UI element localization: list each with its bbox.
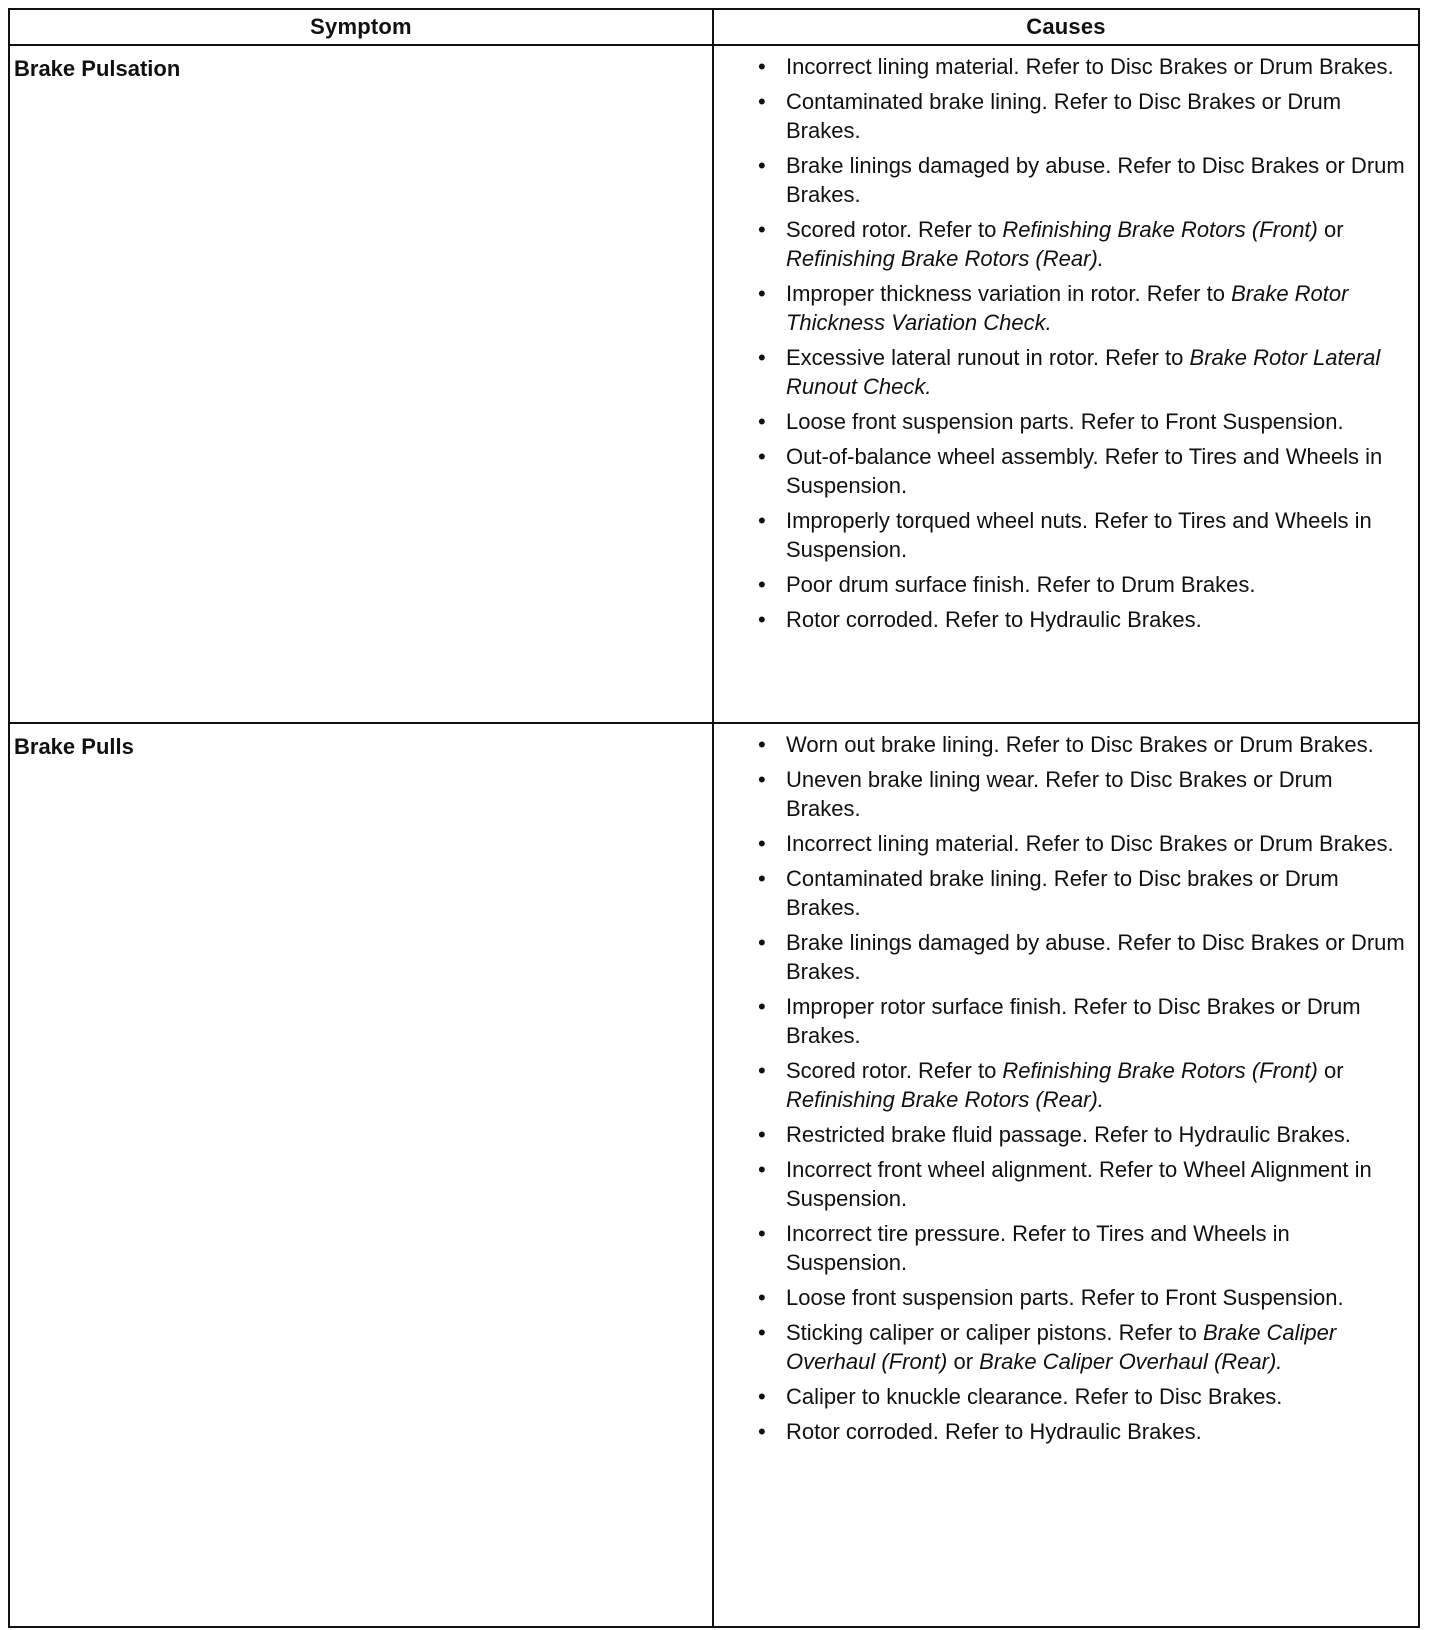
- cause-text: Contaminated brake lining. Refer to Disc Brakes or Drum Brakes.: [785, 89, 1342, 143]
- cause-text: or: [1317, 1058, 1344, 1083]
- cause-text: Improperly torqued wheel nuts. Refer to Tires and Wheels in Suspension.: [785, 508, 1372, 562]
- bullet-icon: •: [757, 1384, 766, 1409]
- cause-text: Scored rotor. Refer to: [785, 217, 1003, 242]
- bullet-icon: •: [757, 1122, 766, 1147]
- cause-item: [714, 1382, 1410, 1411]
- bullet-icon: •: [757, 732, 766, 757]
- cause-item: [714, 864, 1410, 922]
- cause-item: [714, 506, 1410, 564]
- bullet-icon: •: [757, 444, 766, 469]
- bullet-icon: •: [757, 831, 766, 856]
- bullet-icon: •: [757, 54, 766, 79]
- cause-reference-text: Refinishing Brake Rotors (Rear).: [785, 1087, 1104, 1112]
- bullet-icon: •: [757, 572, 766, 597]
- bullet-icon: •: [757, 508, 766, 533]
- bullet-icon: •: [757, 1419, 766, 1444]
- cause-text: Improper thickness variation in rotor. Refer to: [785, 281, 1232, 306]
- table-body: [9, 45, 1419, 1627]
- bullet-icon: •: [757, 217, 766, 242]
- cause-item: [714, 442, 1410, 500]
- bullet-icon: •: [757, 345, 766, 370]
- bullet-icon: •: [757, 866, 766, 891]
- cause-text: Brake linings damaged by abuse. Refer to Disc Brakes or Drum Brakes.: [785, 153, 1405, 207]
- cause-reference-text: Brake Rotor Lateral Runout Check.: [785, 345, 1381, 399]
- table-header: [9, 9, 1419, 45]
- bullet-icon: •: [757, 994, 766, 1019]
- cause-item: [714, 928, 1410, 986]
- cause-text: Incorrect lining material. Refer to Disc Brakes or Drum Brakes.: [785, 54, 1394, 79]
- bullet-icon: •: [757, 409, 766, 434]
- cause-text: Restricted brake fluid passage. Refer to Hydraulic Brakes.: [785, 1122, 1351, 1147]
- cause-reference-text: Refinishing Brake Rotors (Front): [1002, 1058, 1318, 1083]
- cause-text: Loose front suspension parts. Refer to Front Suspension.: [785, 409, 1344, 434]
- bullet-icon: •: [757, 607, 766, 632]
- symptom-cell: Brake Pulls: [9, 723, 713, 1627]
- bullet-icon: •: [757, 767, 766, 792]
- cause-item: [714, 1120, 1410, 1149]
- cause-text: Poor drum surface finish. Refer to Drum Brakes.: [785, 572, 1256, 597]
- cause-item: [714, 343, 1410, 401]
- cause-text: Rotor corroded. Refer to Hydraulic Brakes.: [785, 607, 1202, 632]
- cause-text: Sticking caliper or caliper pistons. Refer to: [785, 1320, 1203, 1345]
- cause-list: [714, 730, 1410, 1446]
- cause-item: [714, 605, 1410, 634]
- cause-text: Incorrect tire pressure. Refer to Tires and Wheels in Suspension.: [785, 1221, 1290, 1275]
- cause-text: Loose front suspension parts. Refer to Front Suspension.: [785, 1285, 1344, 1310]
- cause-text: Scored rotor. Refer to: [785, 1058, 1003, 1083]
- cause-item: [714, 407, 1410, 436]
- table-row: [9, 723, 1419, 1627]
- cause-item: [714, 1056, 1410, 1114]
- cause-text: Worn out brake lining. Refer to Disc Brakes or Drum Brakes.: [785, 732, 1374, 757]
- cause-item: [714, 279, 1410, 337]
- cause-text: Brake linings damaged by abuse. Refer to Disc Brakes or Drum Brakes.: [785, 930, 1405, 984]
- cause-item: [714, 1283, 1410, 1312]
- cause-text: Improper rotor surface finish. Refer to Disc Brakes or Drum Brakes.: [785, 994, 1361, 1048]
- cause-item: [714, 570, 1410, 599]
- cause-item: [714, 730, 1410, 759]
- cause-item: [714, 87, 1410, 145]
- cause-item: [714, 151, 1410, 209]
- cause-text: Uneven brake lining wear. Refer to Disc Brakes or Drum Brakes.: [785, 767, 1333, 821]
- causes-column-header: Causes: [713, 9, 1419, 45]
- bullet-icon: •: [757, 1285, 766, 1310]
- symptom-cell: Brake Pulsation: [9, 45, 713, 723]
- bullet-icon: •: [757, 281, 766, 306]
- cause-reference-text: Refinishing Brake Rotors (Front): [1002, 217, 1318, 242]
- causes-cell: [713, 723, 1419, 1627]
- causes-cell: [713, 45, 1419, 723]
- cause-reference-text: Brake Caliper Overhaul (Front): [785, 1320, 1337, 1374]
- cause-reference-text: Brake Caliper Overhaul (Rear).: [979, 1349, 1283, 1374]
- cause-text: or: [947, 1349, 980, 1374]
- cause-item: [714, 1155, 1410, 1213]
- cause-reference-text: Refinishing Brake Rotors (Rear).: [785, 246, 1104, 271]
- cause-item: [714, 1219, 1410, 1277]
- bullet-icon: •: [757, 1221, 766, 1246]
- cause-item: [714, 765, 1410, 823]
- header-row: [9, 9, 1419, 45]
- bullet-icon: •: [757, 153, 766, 178]
- symptom-column-header: Symptom: [9, 9, 713, 45]
- cause-text: Incorrect front wheel alignment. Refer to Wheel Alignment in Suspension.: [785, 1157, 1372, 1211]
- cause-item: [714, 1417, 1410, 1446]
- cause-text: or: [1317, 217, 1344, 242]
- bullet-icon: •: [757, 1320, 766, 1345]
- cause-text: Rotor corroded. Refer to Hydraulic Brakes.: [785, 1419, 1202, 1444]
- cause-text: Incorrect lining material. Refer to Disc Brakes or Drum Brakes.: [785, 831, 1394, 856]
- bullet-icon: •: [757, 1157, 766, 1182]
- cause-item: [714, 1318, 1410, 1376]
- cause-text: Contaminated brake lining. Refer to Disc brakes or Drum Brakes.: [785, 866, 1339, 920]
- cause-text: Caliper to knuckle clearance. Refer to Disc Brakes.: [785, 1384, 1283, 1409]
- cause-reference-text: Brake Rotor Thickness Variation Check.: [785, 281, 1349, 335]
- cause-item: [714, 992, 1410, 1050]
- diagnosis-table: [8, 8, 1420, 1628]
- cause-item: [714, 215, 1410, 273]
- bullet-icon: •: [757, 1058, 766, 1083]
- table-row: [9, 45, 1419, 723]
- cause-item: [714, 52, 1410, 81]
- cause-list: [714, 52, 1410, 634]
- cause-text: Out-of-balance wheel assembly. Refer to Tires and Wheels in Suspension.: [785, 444, 1383, 498]
- bullet-icon: •: [757, 89, 766, 114]
- bullet-icon: •: [757, 930, 766, 955]
- cause-item: [714, 829, 1410, 858]
- cause-text: Excessive lateral runout in rotor. Refer to: [785, 345, 1190, 370]
